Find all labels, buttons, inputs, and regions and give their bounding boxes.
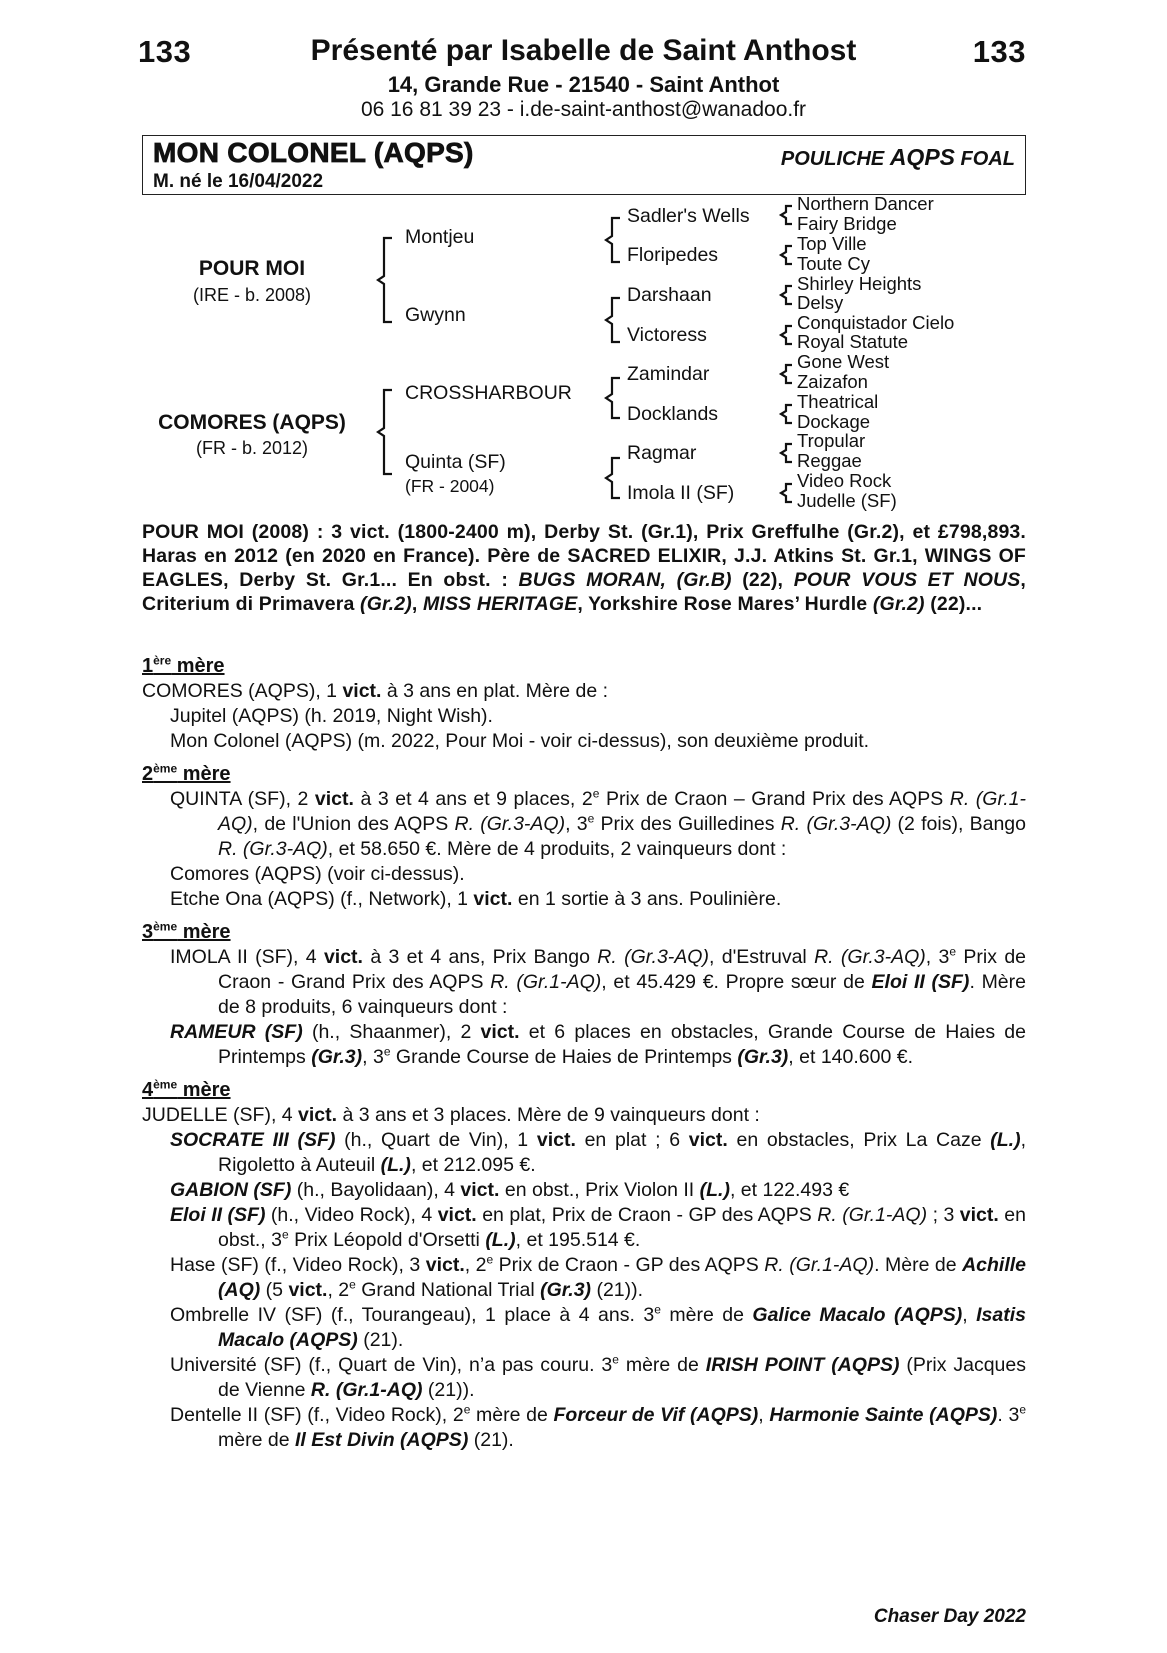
section-sup: ème — [153, 919, 178, 934]
t: Prix des Guilledines — [594, 813, 781, 835]
t: R. (Gr.3-AQ) — [454, 813, 566, 835]
sire-text: (Gr.2) — [872, 593, 925, 615]
vict: vict. — [959, 1204, 999, 1226]
sire-text: (Gr.2) — [360, 593, 412, 615]
t: en 1 sortie à 3 ans. Poulinière. — [512, 888, 782, 910]
t: (5 — [260, 1279, 289, 1301]
t: (h., Video Rock), 4 — [265, 1204, 438, 1226]
vict: vict. — [536, 1129, 576, 1151]
t: à 3 et 4 ans, Prix Bango — [362, 946, 598, 968]
sire-info: (IRE - b. 2008) — [192, 285, 312, 305]
t: en plat, Prix de Craon - GP des AQPS — [476, 1204, 818, 1226]
vict: vict. — [298, 1104, 338, 1126]
g3-item: Zamindar — [627, 363, 710, 385]
t: en obstacles, Prix La Caze — [727, 1129, 991, 1151]
t: IMOLA II (SF), 4 — [170, 946, 324, 968]
t: Achille (AQ) — [218, 1254, 1027, 1301]
g3-item: Sadler's Wells — [627, 205, 750, 227]
section-heading-2 — [142, 762, 1026, 787]
g4-item: Shirley Heights — [797, 273, 922, 294]
section-heading-4 — [142, 1078, 1026, 1103]
sire-text: , Criterium di Primavera — [142, 569, 1026, 615]
t: . 3 — [997, 1404, 1020, 1426]
g3-item: Floripedes — [627, 244, 719, 266]
g3-item: Docklands — [627, 403, 719, 425]
g2-sire-dam: Gwynn — [405, 304, 466, 326]
g4-item: Royal Statute — [797, 331, 909, 352]
t: (h., Shaanmer), 2 — [302, 1021, 481, 1043]
g4-item: Fairy Bridge — [797, 213, 897, 234]
t: , et 212.095 €. — [410, 1154, 536, 1176]
t: SOCRATE III (SF) — [170, 1129, 336, 1151]
t: Prix Léopold d'Orsetti — [288, 1229, 486, 1251]
produce-line — [142, 1020, 1026, 1070]
g2-sire-sire: Montjeu — [405, 226, 475, 248]
g4-item: Toute Cy — [797, 253, 871, 274]
sire-name: POUR MOI — [198, 257, 306, 280]
t: Prix de Craon - GP des AQPS — [493, 1254, 765, 1276]
t: , 2 — [464, 1254, 487, 1276]
g4-item: Dockage — [797, 411, 871, 432]
t: Isatis Macalo (AQPS) — [218, 1304, 1027, 1351]
t: (Gr.3) — [540, 1279, 592, 1301]
t: à 3 ans en plat. Mère de : — [381, 680, 609, 702]
horse-birth: M. né le 16/04/2022 — [153, 171, 324, 192]
t: GABION (SF) — [170, 1179, 292, 1201]
t: (21). — [357, 1329, 404, 1351]
vict: vict. — [323, 946, 363, 968]
produce-line — [142, 1203, 1026, 1253]
t: Dentelle II (SF) (f., Video Rock), 2 — [170, 1404, 464, 1426]
vict: vict. — [288, 1279, 328, 1301]
g3-item: Imola II (SF) — [627, 482, 735, 504]
ordinal: e — [612, 1352, 619, 1367]
vict: vict. — [480, 1021, 520, 1043]
footer-event: Chaser Day 2022 — [873, 1606, 1026, 1627]
t: (h., Quart de Vin), 1 — [335, 1129, 537, 1151]
vict: vict. — [460, 1179, 500, 1201]
ordinal: e — [1019, 1402, 1026, 1417]
dam-info: (FR - b. 2012) — [195, 438, 309, 458]
t: Hase (SF) (f., Video Rock), 3 — [170, 1254, 426, 1276]
produce-line: Comores (AQPS) (voir ci-dessus). — [170, 863, 465, 885]
vict: vict. — [437, 1204, 477, 1226]
dam-name: COMORES (AQPS) — [158, 411, 346, 434]
t: Il Est Divin (AQPS) — [294, 1429, 469, 1451]
t: , et 195.514 €. — [515, 1229, 641, 1251]
vict: vict. — [342, 680, 382, 702]
sire-text: POUR MOI (2008) : 3 vict. (1800-2400 m), Derby St. (Gr.1), Prix Greffulhe (Gr.2), et £798,893. Haras en 2012 (en 2020 en France). Père de SACRED ELIXIR, J.J. Atkins St. Gr.1, WINGS OF EAGLES, Derby St. Gr.1... En obst. : — [142, 521, 1026, 591]
t: , 3 — [925, 946, 950, 968]
t: (L.) — [485, 1229, 516, 1251]
t: R. (Gr.3-AQ) — [780, 813, 892, 835]
ordinal: e — [654, 1302, 661, 1317]
g2-dam-dam-note: (FR - 2004) — [405, 476, 495, 496]
section-heading-3 — [142, 920, 1026, 945]
produce-line — [142, 1128, 1026, 1178]
g4-item: Judelle (SF) — [797, 490, 897, 511]
t: , et 45.429 €. Propre sœur de — [601, 971, 872, 993]
g3-item: Darshaan — [627, 284, 712, 306]
t: JUDELLE (SF), 4 — [142, 1104, 299, 1126]
t: R. (Gr.1-AQ) — [817, 1204, 928, 1226]
g4-item: Theatrical — [797, 391, 879, 412]
t: R. (Gr.1-AQ) — [764, 1254, 875, 1276]
produce-line — [142, 1403, 1026, 1453]
section-sup: ère — [153, 653, 172, 668]
t: à 3 et 4 ans et 9 places, 2 — [353, 788, 593, 810]
t: , — [962, 1304, 977, 1326]
t: (21)). — [422, 1379, 475, 1401]
t: , d'Estruval — [708, 946, 815, 968]
t: Etche Ona (AQPS) (f., Network), 1 — [170, 888, 474, 910]
t: RAMEUR (SF) — [170, 1021, 303, 1043]
ordinal: e — [281, 1227, 289, 1242]
sire-text: , Yorkshire Rose Mares’ Hurdle — [577, 593, 873, 615]
g4-item: Conquistador Cielo — [797, 312, 955, 333]
t: ; 3 — [927, 1204, 960, 1226]
t: , de l'Union des AQPS — [252, 813, 455, 835]
g4-item: Northern Dancer — [797, 193, 934, 214]
ordinal: e — [592, 786, 600, 801]
t: Forceur de Vif (AQPS) — [553, 1404, 759, 1426]
sire-paragraph — [142, 520, 1026, 616]
presenter-contact: 06 16 81 39 23 - i.de-saint-anthost@wanadoo.fr — [360, 98, 807, 121]
t: Grande Course de Haies de Printemps — [390, 1046, 738, 1068]
t: Harmonie Sainte (AQPS) — [769, 1404, 998, 1426]
horse-type-pre: POULICHE — [780, 148, 890, 170]
t: COMORES (AQPS), 1 — [142, 680, 343, 702]
t: , et 140.600 €. — [788, 1046, 913, 1068]
produce-line — [142, 1178, 1026, 1203]
produce-line — [142, 1303, 1026, 1353]
t: (Gr.3) — [737, 1046, 789, 1068]
lot-number-left: 133 — [138, 34, 192, 69]
section-label: mère — [177, 763, 231, 785]
horse-type-breed: AQPS — [889, 144, 955, 170]
t: (L.) — [699, 1179, 730, 1201]
t: , et 122.493 € — [729, 1179, 850, 1201]
sire-text: , — [411, 593, 424, 615]
dam-1-line — [142, 679, 1026, 704]
g4-item: Delsy — [797, 292, 844, 313]
g4-item: Top Ville — [797, 233, 867, 254]
section-label: mère — [177, 921, 231, 943]
horse-name: MON COLONEL (AQPS) — [153, 137, 474, 168]
t: , 2 — [327, 1279, 350, 1301]
section-num: 3 — [142, 921, 154, 943]
produce-line — [142, 1353, 1026, 1403]
t: . Mère de 8 produits, 6 vainqueurs dont : — [218, 971, 1026, 1018]
t: , Rigoletto à Auteuil — [218, 1129, 1027, 1176]
vict: vict. — [688, 1129, 728, 1151]
t: à 3 ans et 3 places. Mère de 9 vainqueurs dont : — [337, 1104, 760, 1126]
t: Galice Macalo (AQPS) — [752, 1304, 963, 1326]
t: . Mère de — [874, 1254, 963, 1276]
t: (h., Bayolidaan), 4 — [291, 1179, 461, 1201]
section-label: mère — [177, 1079, 231, 1101]
t: mère de — [618, 1354, 706, 1376]
t: QUINTA (SF), 2 — [170, 788, 315, 810]
t: , 3 — [362, 1046, 384, 1068]
t: Grand National Trial — [355, 1279, 541, 1301]
t: Eloi II (SF) — [871, 971, 970, 993]
produce-line: Jupitel (AQPS) (h. 2019, Night Wish). — [170, 705, 493, 727]
t: R. (Gr.1-AQ) — [490, 971, 602, 993]
presenter-title: Présenté par Isabelle de Saint Anthost — [310, 34, 857, 67]
t: mère de — [470, 1404, 554, 1426]
t: Prix de Craon – Grand Prix des AQPS — [599, 788, 950, 810]
ordinal: e — [949, 944, 957, 959]
t: R. (Gr.1-AQ) — [218, 788, 1026, 835]
horse-type — [781, 144, 1015, 171]
t: (21)). — [591, 1279, 644, 1301]
pedigree-chart — [0, 193, 1167, 540]
t: (Prix Jacques de Vienne — [218, 1354, 1026, 1401]
t: Ombrelle IV (SF) (f., Tourangeau), 1 place à 4 ans. 3 — [170, 1304, 655, 1326]
g4-item: Video Rock — [797, 470, 892, 491]
section-sup: ème — [153, 1077, 178, 1092]
section-label: mère — [171, 655, 225, 677]
t: en obst., 3 — [218, 1204, 1026, 1251]
sire-text: (22), — [731, 569, 794, 591]
vict: vict. — [473, 888, 513, 910]
ordinal: e — [587, 811, 595, 826]
t: mère de — [660, 1304, 753, 1326]
pedigree-brackets — [0, 200, 1167, 540]
sire-text: MISS HERITAGE — [423, 593, 578, 615]
sire-text: BUGS MORAN, (Gr.B) — [518, 569, 732, 591]
horse-type-post: FOAL — [955, 148, 1015, 170]
produce-line: Mon Colonel (AQPS) (m. 2022, Pour Moi - voir ci-dessus), son deuxième produit. — [170, 730, 870, 752]
sire-text: (22)... — [924, 593, 983, 615]
lot-number-right: 133 — [972, 34, 1026, 69]
t: en plat ; 6 — [575, 1129, 689, 1151]
section-num: 1 — [142, 655, 154, 677]
t: Université (SF) (f., Quart de Vin), n’a pas couru. 3 — [170, 1354, 613, 1376]
dam-2-paragraph — [142, 787, 1026, 862]
section-heading-1 — [142, 654, 1026, 679]
g3-item: Victoress — [627, 324, 707, 346]
ordinal: e — [463, 1402, 471, 1417]
g2-dam-sire: CROSSHARBOUR — [405, 382, 572, 404]
t: , 3 — [565, 813, 588, 835]
t: R. (Gr.3-AQ) — [597, 946, 709, 968]
ordinal: e — [486, 1252, 494, 1267]
produce-line — [142, 1253, 1026, 1303]
t: et 6 places en obstacles, Grande Course de Haies de Printemps — [218, 1021, 1026, 1068]
t: R. (Gr.1-AQ) — [310, 1379, 423, 1401]
ordinal: e — [383, 1044, 391, 1059]
section-sup: ème — [153, 761, 178, 776]
t: Eloi II (SF) — [170, 1204, 266, 1226]
g4-item: Gone West — [797, 351, 890, 372]
dam-3-paragraph — [142, 945, 1026, 1020]
sire-text: POUR VOUS ET NOUS — [793, 569, 1021, 591]
dam-4-line — [142, 1103, 1026, 1128]
t: en obst., Prix Violon II — [499, 1179, 700, 1201]
produce-line — [142, 887, 1026, 912]
t: , et 58.650 €. Mère de 4 produits, 2 vainqueurs dont : — [327, 838, 787, 860]
vict: vict. — [314, 788, 354, 810]
t: mère de — [218, 1429, 295, 1451]
t: IRISH POINT (AQPS) — [705, 1354, 900, 1376]
t: (L.) — [380, 1154, 411, 1176]
g4-item: Zaizafon — [797, 371, 868, 392]
g4-item: Tropular — [797, 430, 866, 451]
horse-box — [142, 135, 1026, 195]
g3-item: Ragmar — [627, 442, 697, 464]
section-num: 4 — [142, 1079, 154, 1101]
t: R. (Gr.3-AQ) — [814, 946, 926, 968]
t: R. (Gr.3-AQ) — [218, 838, 328, 860]
t: , — [758, 1404, 770, 1426]
g2-dam-dam: Quinta (SF) — [405, 451, 506, 473]
t: (Gr.3) — [311, 1046, 363, 1068]
presenter-address: 14, Grande Rue - 21540 - Saint Anthot — [387, 72, 780, 97]
section-num: 2 — [142, 763, 154, 785]
t: (21). — [468, 1429, 514, 1451]
t: (2 fois), Bango — [891, 813, 1026, 835]
t: (L.) — [990, 1129, 1021, 1151]
g4-item: Reggae — [797, 450, 862, 471]
vict: vict. — [425, 1254, 465, 1276]
dam-lines — [142, 648, 1026, 1453]
t: Prix de Craon - Grand Prix des AQPS — [218, 946, 1027, 993]
ordinal: e — [349, 1277, 356, 1292]
